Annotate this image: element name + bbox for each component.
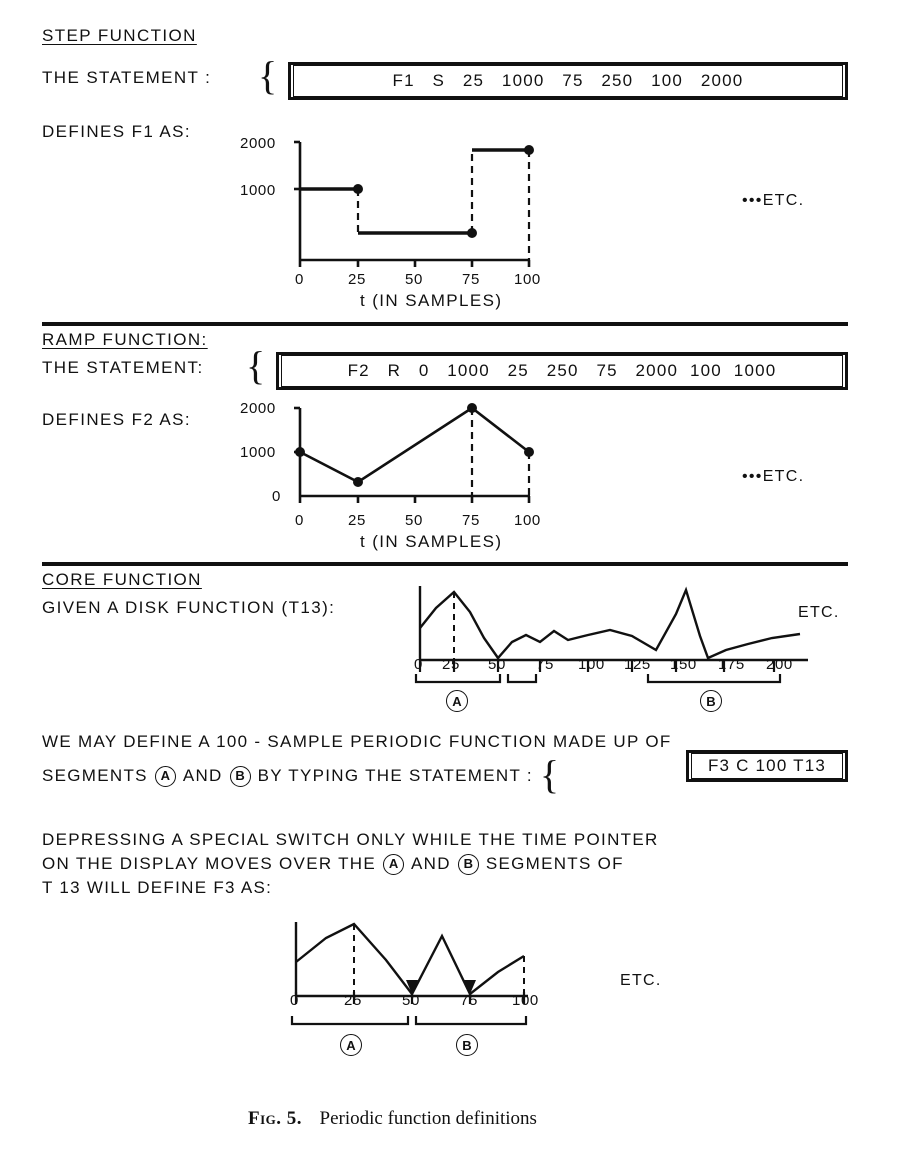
step-etc-label: •••ETC. — [742, 192, 805, 209]
divider-1 — [42, 322, 848, 326]
ramp-xtick-100: 100 — [514, 512, 541, 529]
step-xtick-0: 0 — [295, 271, 304, 288]
ramp-statement-text: F2 R 0 1000 25 250 75 2000 100 1000 — [347, 361, 777, 380]
figure-caption — [248, 1108, 537, 1130]
step-statement-label: THE STATEMENT : — [42, 68, 212, 87]
core-para-and-word: AND — [182, 766, 223, 785]
disk-xtick-75: 75 — [536, 656, 554, 673]
core-para2-and-word: AND — [411, 854, 451, 873]
core-paragraph2-line1: DEPRESSING A SPECIAL SWITCH ONLY WHILE THE TIME POINTER — [42, 830, 659, 849]
ramp-ytick-0: 0 — [272, 488, 281, 505]
disk-xtick-150: 150 — [670, 656, 697, 673]
step-function-heading: STEP FUNCTION — [42, 26, 197, 45]
step-ytick-2000: 2000 — [240, 135, 276, 152]
ramp-xtick-25: 25 — [348, 512, 366, 529]
core-statement-box[interactable] — [686, 750, 848, 782]
step-xtick-100: 100 — [514, 271, 541, 288]
disk-segment-braces — [408, 672, 828, 694]
core-function-heading: CORE FUNCTION — [42, 570, 202, 589]
figure-caption-text: Periodic function definitions — [319, 1108, 537, 1129]
step-xtick-50: 50 — [405, 271, 423, 288]
periodic-segment-a-badge: A — [340, 1034, 362, 1056]
disk-xtick-200: 200 — [766, 656, 793, 673]
periodic-xtick-0: 0 — [290, 992, 299, 1009]
core-para-segment-a-badge: A — [155, 766, 176, 787]
disk-xtick-175: 175 — [718, 656, 745, 673]
periodic-xtick-100: 100 — [512, 992, 539, 1009]
disk-xtick-0: 0 — [414, 656, 423, 673]
disk-segment-a-badge: A — [446, 690, 468, 712]
periodic-etc-label: ETC. — [620, 972, 662, 989]
periodic-segment-b-badge: B — [456, 1034, 478, 1056]
disk-xtick-50: 50 — [488, 656, 506, 673]
core-paragraph2-line2 — [42, 852, 624, 876]
core-paragraph2-line3: T 13 WILL DEFINE F3 AS: — [42, 878, 273, 897]
core-para-typing-words: BY TYPING THE STATEMENT : — [257, 766, 533, 785]
periodic-segment-braces — [270, 1014, 590, 1036]
periodic-axis-ticks — [270, 988, 590, 1008]
ramp-ytick-2000: 2000 — [240, 400, 276, 417]
periodic-xtick-75: 75 — [460, 992, 478, 1009]
figure-caption-number: Fig. 5. — [248, 1108, 303, 1129]
core-given-label: GIVEN A DISK FUNCTION (T13): — [42, 598, 336, 617]
periodic-xtick-25: 25 — [344, 992, 362, 1009]
step-axis-title: t (IN SAMPLES) — [360, 291, 503, 310]
step-brace: { — [258, 53, 278, 98]
core-statement-brace: { — [539, 752, 561, 797]
core-para2-segment-a-badge: A — [383, 854, 404, 875]
core-para2-segments-word: SEGMENTS OF — [485, 854, 624, 873]
ramp-etc-label: •••ETC. — [742, 468, 805, 485]
step-xtick-25: 25 — [348, 271, 366, 288]
ramp-brace: { — [246, 343, 266, 388]
core-para-segment-b-badge: B — [230, 766, 251, 787]
ramp-ytick-1000: 1000 — [240, 444, 276, 461]
disk-segment-b-badge: B — [700, 690, 722, 712]
disk-xtick-25: 25 — [442, 656, 460, 673]
disk-xtick-125: 125 — [624, 656, 651, 673]
periodic-xtick-50: 50 — [402, 992, 420, 1009]
step-statement-text: F1 S 25 1000 75 250 100 2000 — [392, 71, 744, 90]
step-xtick-75: 75 — [462, 271, 480, 288]
step-defines-label: DEFINES F1 AS: — [42, 122, 192, 141]
ramp-statement-box[interactable] — [276, 352, 848, 390]
ramp-statement-label: THE STATEMENT: — [42, 358, 204, 377]
divider-2 — [42, 562, 848, 566]
ramp-xtick-50: 50 — [405, 512, 423, 529]
core-para-segments-word: SEGMENTS — [42, 766, 148, 785]
core-statement-text: F3 C 100 T13 — [707, 756, 827, 775]
ramp-defines-label: DEFINES F2 AS: — [42, 410, 192, 429]
ramp-xtick-75: 75 — [462, 512, 480, 529]
ramp-xtick-0: 0 — [295, 512, 304, 529]
ramp-function-heading: RAMP FUNCTION: — [42, 330, 208, 349]
ramp-axis-title: t (IN SAMPLES) — [360, 532, 503, 551]
core-paragraph-line2 — [42, 752, 561, 797]
core-para2-display-words: ON THE DISPLAY MOVES OVER THE — [42, 854, 377, 873]
step-statement-box[interactable] — [288, 62, 848, 100]
step-ytick-1000: 1000 — [240, 182, 276, 199]
core-paragraph-line1: WE MAY DEFINE A 100 - SAMPLE PERIODIC FUNCTION MADE UP OF — [42, 732, 672, 751]
disk-xtick-100: 100 — [578, 656, 605, 673]
core-para2-segment-b-badge: B — [458, 854, 479, 875]
disk-etc-label: ETC. — [798, 604, 840, 621]
ramp-function-chart — [230, 400, 850, 520]
